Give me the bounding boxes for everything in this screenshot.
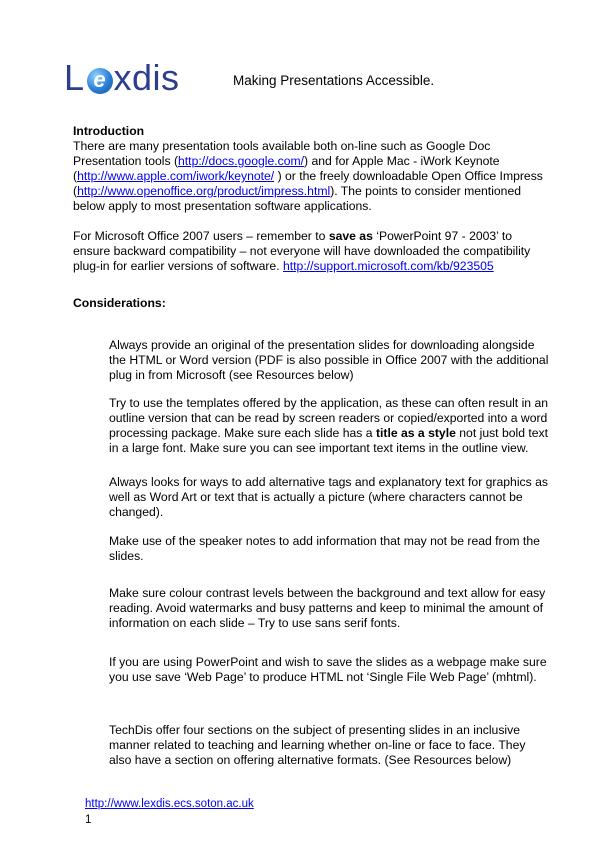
item2-text-1: Try to use the templates offered by the application, as these can often result in an outline version that can be read by screen readers or copied/exported into a word processing package. Make sure each slide has a [109,396,549,440]
office-text-1: For Microsoft Office 2007 users – remember to [73,229,329,243]
page-number: 1 [85,814,92,826]
consideration-item-7: TechDis offer four sections on the subject of presenting slides in an inclusive manner related to teaching and learning whether on-line or face to face. They also have a section on offering alternative formats. (See Resources below) [109,723,526,767]
save-as-bold: save as [328,229,373,243]
office-2007-paragraph [73,229,543,274]
intro-section [73,124,543,214]
consideration-item-4: Make use of the speaker notes to add information that may not be read from the slides. [109,534,540,563]
logo-text: xdis [113,57,180,98]
considerations-heading: Considerations: [73,296,166,310]
consideration-item-1: Always provide an original of the presentation slides for downloading alongside the HTML or Word version (PDF is also possible in Office 2007 with the additional plug in from Microsoft (see Resources below) [109,338,549,382]
intro-heading: Introduction [73,124,145,138]
intro-paragraph [73,139,543,214]
openoffice-impress-link[interactable]: http://www.openoffice.org/product/impress.html [77,184,331,198]
intro-text-1: There are many presentation tools available both on-line such as Google Doc Presentation tools ( [73,139,491,168]
consideration-item-5: Make sure colour contrast levels between the background and text allow for easy reading. Avoid watermarks and busy patterns and keep to minimal the amount of information on each slide – Try to use sans serif fonts. [109,586,546,630]
office-text-2: ‘PowerPoint 97 - 2003’ to ensure backward compatibility – not everyone will have downloaded the compatibility plug-in for earlier versions of software. [73,229,531,273]
microsoft-support-link[interactable]: http://support.microsoft.com/kb/923505 [283,259,494,273]
page-title: Making Presentations Accessible. [233,73,435,88]
consideration-item-2 [109,396,549,456]
lexdis-logo [64,58,180,98]
intro-text-2: ) and for Apple Mac - iWork Keynote ( [73,154,500,183]
title-as-style-bold: title as a style [375,426,456,440]
item2-text-2: not just bold text in a large font. Make sure you can see important text items in the outline view. [109,426,549,455]
logo-e-icon: e [87,68,113,94]
apple-keynote-link[interactable]: http://www.apple.com/iwork/keynote/ [77,169,275,183]
logo-letter-l: L [64,57,85,98]
intro-text-4: ). The points to consider mentioned below apply to most presentation software applications. [73,184,522,213]
google-docs-link[interactable]: http://docs.google.com/ [178,154,305,168]
consideration-item-3: Always looks for ways to add alternative tags and explanatory text for graphics as well as Word Art or text that is actually a picture (where characters cannot be changed). [109,475,548,519]
intro-text-3: ) or the freely downloadable Open Office Impress ( [73,169,543,198]
consideration-item-6: If you are using PowerPoint and wish to save the slides as a webpage make sure you use save ‘Web Page’ to produce HTML not ‘Single File Web Page’ (mhtml). [109,655,547,684]
lexdis-site-link[interactable]: http://www.lexdis.ecs.soton.ac.uk [85,798,254,810]
